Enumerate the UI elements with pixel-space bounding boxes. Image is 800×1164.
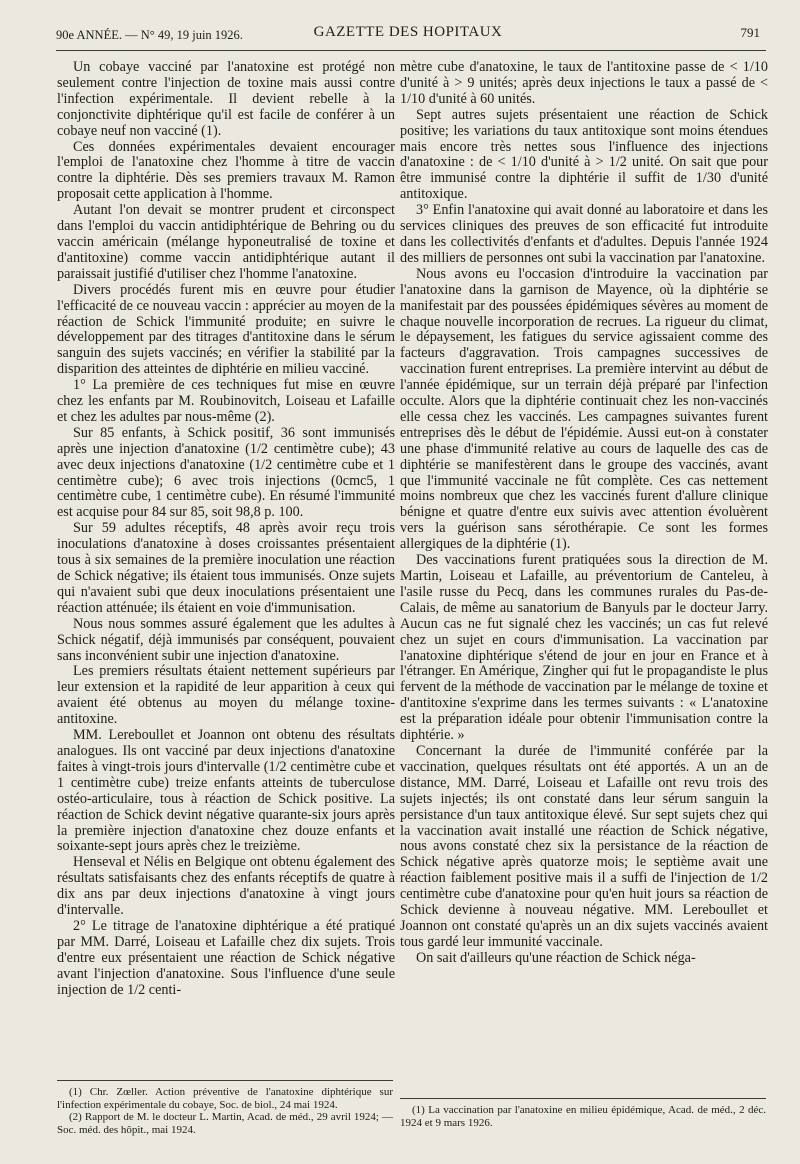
paragraph: Nous nous sommes assuré également que les adultes à Schick négatif, déjà immunisés par conséquent, pouvaient sans inconvénient subir une injection d'anatoxine. (57, 615, 395, 664)
paragraph: Les premiers résultats étaient nettement supérieurs par leur extension et la rapidité de leur apparition à ceux qui avaient été obtenus au moyen du mélange toxine-antitoxine. (57, 663, 395, 728)
paragraph: Sur 85 enfants, à Schick positif, 36 sont immunisés après une injection d'anatoxine (1/2 centimètre cube); 43 avec deux injections d'anatoxine (1/2 centimètre cube et 1 centimètre cube); 6 avec trois injections (0cmc5, 1 centimètre cube, 1 centimètre cube). En résumé l'immunité est acquise pour 84 sur 85, soit 98,8 p. 100. (57, 424, 395, 521)
paragraph: Divers procédés furent mis en œuvre pour étudier l'efficacité de ce nouveau vaccin : apprécier au moyen de la réaction de Schick l'immunité produite; en suivre le développement par des titrages d'antitoxine dans le sérum sanguin des sujets vaccinés; en vérifier la stabilité par la disparition des atteintes de diphtérie en milieu vacciné. (57, 281, 395, 378)
footnote: (2) Rapport de M. le docteur L. Martin, Acad. de méd., 29 avril 1924; — Soc. méd. des hôpit., mai 1924. (57, 1111, 393, 1136)
footnote: (1) La vaccination par l'anatoxine en milieu épidémique, Acad. de méd., 2 déc. 1924 et 9 mars 1926. (400, 1104, 766, 1129)
right-column (400, 60, 768, 967)
page-number: 791 (740, 25, 760, 40)
footnote-rule-left (57, 1080, 393, 1081)
paragraph: Un cobaye vacciné par l'anatoxine est protégé non seulement contre l'injection de toxine mais aussi contre l'infection expérimentale. Il devient rebelle à la conjonctivite diphtérique qu'il est facile de conférer à un cobaye neuf non vacciné (1). (57, 59, 395, 139)
paragraph: Henseval et Nélis en Belgique ont obtenu également des résultats satisfaisants chez des enfants réceptifs de quatre à dix ans par deux injections d'anatoxine à vingt jours d'intervalle. (57, 854, 395, 919)
paragraph: 2° Le titrage de l'anatoxine diphtérique a été pratiqué par MM. Darré, Loiseau et Lafaille chez dix sujets. Trois d'entre eux présentaient une réaction de Schick négative avant l'injection d'anatoxine. Sous l'influence d'une seule injection de 1/2 centi- (57, 917, 395, 998)
left-column (57, 60, 395, 998)
running-header (56, 22, 760, 46)
paragraph: Nous avons eu l'occasion d'introduire la vaccination par l'anatoxine dans la garnison de Mayence, où la diphtérie se manifestait par des poussées épidémiques sévères au moment de chaque nouvelle incorporation de recrues. La rigueur du climat, le dépaysement, les fatigues du service agissaient comme des facteurs d'aggravation. Trois campagnes successives de vaccination furent entreprises. La première intervint au début de l'année épidémique, sur un terrain déjà préparé par l'infection occulte. Alors que la diphtérie continuait chez les non-vaccinés elle cessa chez les vaccinés. Les campagnes suivantes furent entreprises dès le début de l'épidémie. Aussi eut-on à constater une phase d'immunité relative au cours de laquelle des cas de diphtérie se manifestèrent dans le groupe des vaccinés, avant que l'immunité vaccinale ne fût complète. Ces cas nettement moins nombreux que chez les vaccinés furent d'allure clinique bénigne et quatre d'entre eux suivis avec attention évoluèrent vers la guérison sans sérothérapie. Ce sont les formes allergiques de la diphtérie (1). (400, 265, 768, 553)
paragraph: Sur 59 adultes réceptifs, 48 après avoir reçu trois inoculations d'anatoxine à doses croissantes présentaient tous à six semaines de la première inoculation une réaction de Schick négative; ils étaient tous immunisés. Onze sujets qui n'avaient subi que deux inoculations présentaient une réaction atténuée; ils étaient en voie d'immunisation. (57, 520, 395, 616)
paragraph: Ces données expérimentales devaient encourager l'emploi de l'anatoxine chez l'homme à titre de vaccin contre la diphtérie. Dès ses premiers travaux M. Ramon proposait cette application à l'homme. (57, 138, 395, 203)
footnote: (1) Chr. Zœller. Action préventive de l'anatoxine diphtérique sur l'infection expérimentale du cobaye, Soc. de biol., 24 mai 1924. (57, 1086, 393, 1111)
footnote-rule-right (400, 1098, 766, 1099)
issue-info: 90e ANNÉE. — N° 49, 19 juin 1926. (56, 28, 243, 42)
journal-title: GAZETTE DES HOPITAUX (313, 24, 503, 40)
paragraph: 3° Enfin l'anatoxine qui avait donné au laboratoire et dans les services cliniques des preuves de son efficacité fut introduite dans les collectivités d'enfants et d'adultes. Depuis l'année 1924 des milliers de personnes ont subi la vaccination par l'anatoxine. (400, 202, 768, 266)
footnotes-left (57, 1086, 393, 1136)
paragraph: On sait d'ailleurs qu'une réaction de Schick néga- (416, 949, 696, 966)
paragraph: Concernant la durée de l'immunité conférée par la vaccination, quelques résultats ont été apportés. A un an de distance, MM. Darré, Loiseau et Lafaille ont revu trois des sujets injectés; ils ont constaté dans leur sérum sanguin la persistance d'un taux antitoxique élevé. Sur sept sujets chez qui la vaccination avait installé une réaction de Schick négative, nous avons constaté chez six la persistance de la réaction de Schick négative après quatorze mois; le septième avait une réaction faiblement positive mais il a suffi de l'injection de 1/2 centimètre cube d'anatoxine pour qu'en huit jours sa réaction de Schick devienne à nouveau négative. MM. Lereboullet et Joannon ont constaté qu'après un an dix sujets vaccinés avaient tous gardé leur immunité vaccinale. (400, 742, 768, 950)
paragraph: MM. Lereboullet et Joannon ont obtenu des résultats analogues. Ils ont vacciné par deux injections d'anatoxine faites à vingt-trois jours d'intervalle (1/2 centimètre cube et 1 centimètre cube) treize enfants atteints de tuberculose ostéo-articulaire, tous à réaction de Schick positive. La réaction de Schick devint négative quarante-six jours après la première injection d'anatoxine chez douze enfants et soixante-sept jours après chez le treizième. (57, 727, 395, 855)
paragraph: mètre cube d'anatoxine, le taux de l'antitoxine passe de < 1/10 d'unité à > 9 unités; après deux injections le taux a passé de < 1/10 d'unité à 60 unités. (400, 59, 768, 107)
paragraph: Autant l'on devait se montrer prudent et circonspect dans l'emploi du vaccin antidiphtérique de Behring ou du vaccin américain (mélange hyponeutralisé de toxine et d'antitoxine) comme vaccin antidiphtérique autant il paraissait justifié d'utiliser chez l'homme l'anatoxine. (57, 202, 395, 282)
paragraph: 1° La première de ces techniques fut mise en œuvre chez les enfants par M. Roubinovitch, Loiseau et Lafaille et chez les adultes par nous-même (2). (57, 377, 395, 425)
paragraph: Des vaccinations furent pratiquées sous la direction de M. Martin, Loiseau et Lafaille, au préventorium de Canteleu, à l'asile russe du Pecq, dans les communes rurales du Pas-de-Calais, de même au sanatorium de Banyuls par le docteur Jarry. Aucun cas ne fut signalé chez les vaccinés; un cas fut relevé chez un sujet en cours d'immunisation. La vaccination par l'anatoxine diphtérique s'étend de jour en jour en France et à l'étranger. En Amérique, Zingher qui fut le propagandiste le plus fervent de la méthode de vaccination par le mélange de toxine et d'antitoxine s'exprime dans les termes suivants : « L'anatoxine est la préparation idéale pour obtenir l'immunisation contre la diphtérie. » (400, 552, 768, 744)
header-rule (56, 50, 766, 51)
paragraph: Sept autres sujets présentaient une réaction de Schick positive; les variations du taux antitoxique sont moins étendues mais encore très nettes sous l'influence des injections d'anatoxine : de < 1/10 d'unité à > 1/2 unité. On sait que pour être immunisé contre la diphtérie il suffit de 1/30 d'unité antitoxique. (400, 106, 768, 203)
footnotes-right (400, 1104, 766, 1129)
